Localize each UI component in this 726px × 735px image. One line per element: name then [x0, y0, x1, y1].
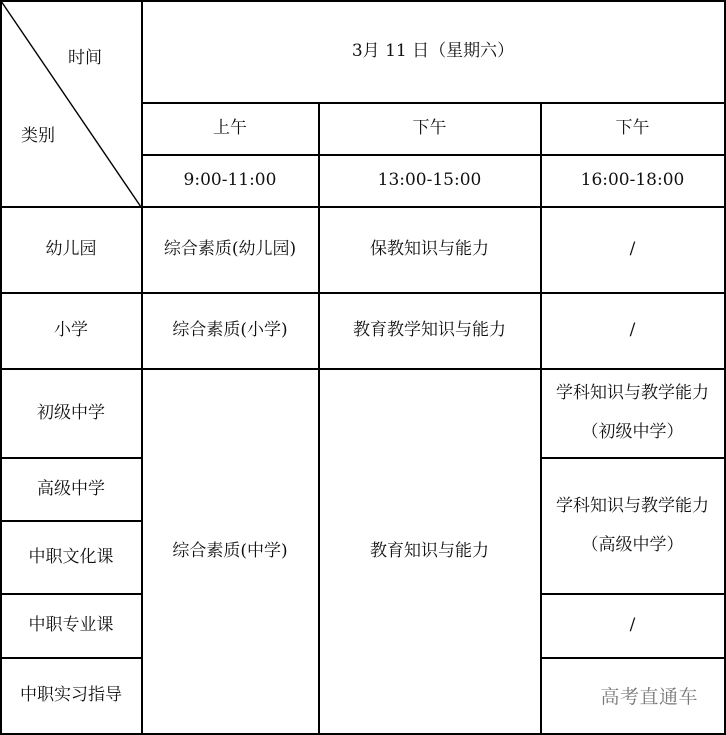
senior-session-3-line2: （高级中学）	[581, 534, 684, 555]
kindergarten-session-2: 保教知识与能力	[370, 239, 489, 259]
category-vocational-major: 中职专业课	[28, 615, 114, 635]
category-vocational-culture: 中职文化课	[28, 546, 114, 567]
secondary-session-1: 综合素质(中学)	[172, 540, 288, 561]
header-category-label: 类别	[21, 125, 55, 146]
watermark-text: 高考直通车	[600, 686, 698, 708]
session-2-label: 下午	[412, 118, 447, 138]
vocational-major-session-3: /	[629, 615, 636, 635]
category-vocational-practice: 中职实习指导	[20, 685, 122, 705]
senior-session-3-line1: 学科知识与教学能力	[556, 495, 709, 516]
session-1-label: 上午	[213, 118, 247, 138]
border-bottom	[0, 733, 726, 735]
primary-session-2: 教育教学知识与能力	[353, 320, 506, 340]
header-time-label: 时间	[68, 47, 102, 68]
junior-session-3	[541, 369, 724, 457]
session-2-time: 13:00-15:00	[377, 170, 482, 190]
border-right	[724, 0, 726, 735]
session-3-time: 16:00-18:00	[580, 170, 685, 190]
junior-session-3-line2: （初级中学）	[581, 422, 684, 442]
kindergarten-session-3: /	[629, 239, 636, 259]
primary-session-1: 综合素质(小学)	[172, 320, 288, 340]
category-senior-secondary: 高级中学	[37, 478, 105, 499]
date-header: 3月 11 日（星期六）	[351, 41, 515, 61]
primary-session-3: /	[629, 320, 636, 340]
session-1-time: 9:00-11:00	[183, 170, 277, 190]
junior-session-3-line1: 学科知识与教学能力	[556, 383, 709, 403]
session-3-label: 下午	[615, 118, 650, 138]
secondary-session-2: 教育知识与能力	[370, 540, 489, 561]
kindergarten-session-1: 综合素质(幼儿园)	[163, 239, 297, 259]
senior-session-3	[541, 458, 724, 593]
category-junior-secondary: 初级中学	[37, 402, 105, 423]
category-primary: 小学	[54, 320, 88, 340]
category-kindergarten: 幼儿园	[45, 239, 97, 259]
